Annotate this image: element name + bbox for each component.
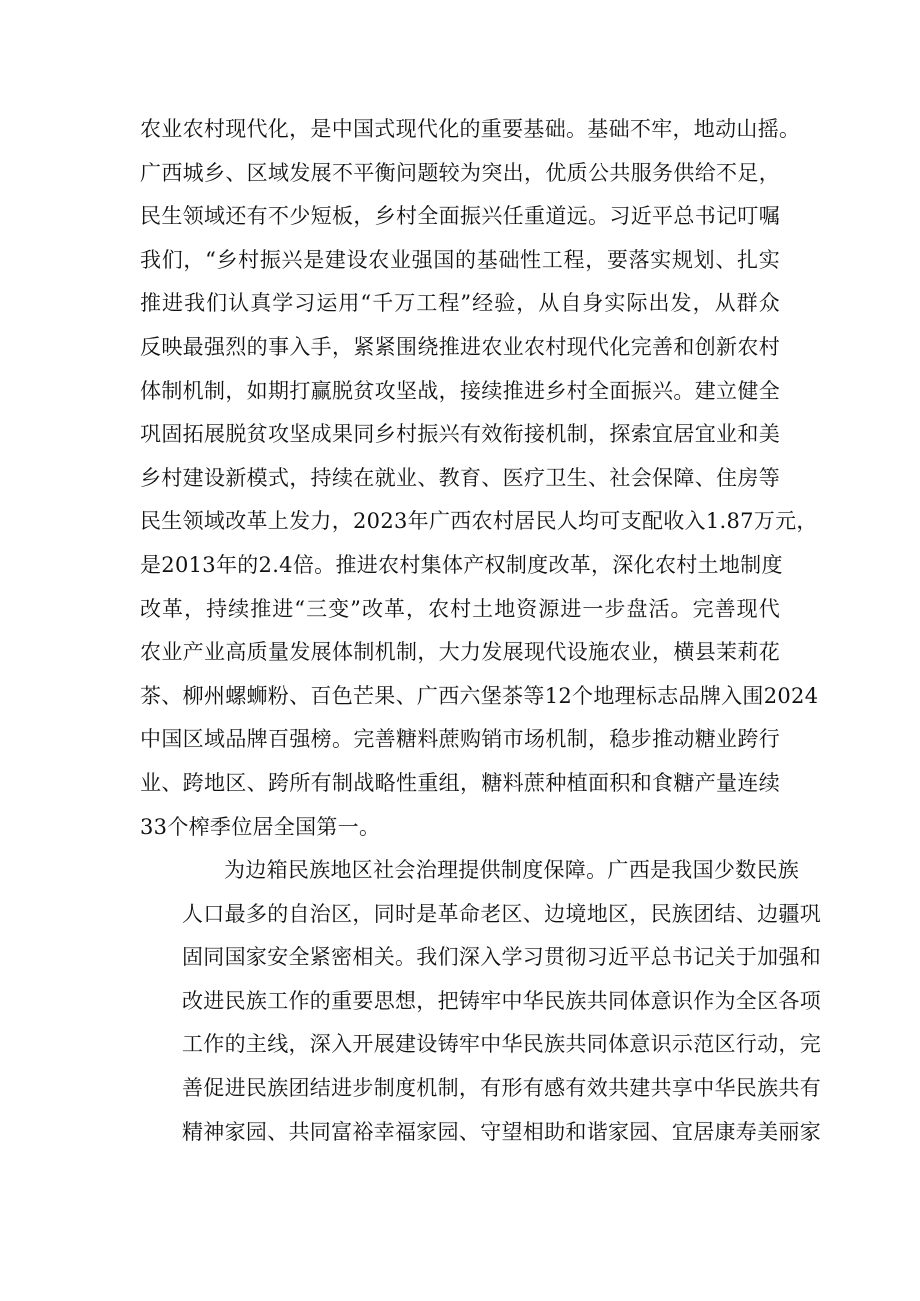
text-line: 广西城乡、区域发展不平衡问题较为突出，优质公共服务供给不足， — [140, 160, 780, 185]
text-line: 反映最强烈的事入手，紧紧围绕推进农业农村现代化完善和创新农村 — [140, 334, 780, 359]
text-line: 民生领域改革上发力，2023年广西农村居民人均可支配收入1.87万元， — [140, 509, 818, 534]
text-line: 改进民族工作的重要思想，把铸牢中华民族共同体意识作为全区各项 — [182, 988, 821, 1013]
body-paragraph — [140, 849, 821, 1154]
text-line: 工作的主线，深入开展建设铸牢中华民族共同体意识示范区行动，完 — [182, 1032, 821, 1057]
text-line: 巩固拓展脱贫攻坚成果同乡村振兴有效衔接机制，探索宜居宜业和美 — [140, 422, 780, 447]
text-line: 推进我们认真学习运用“千万工程”经验，从自身实际出发，从群众 — [140, 291, 780, 316]
text-line: 精神家园、共同富裕幸福家园、守望相助和谐家园、宜居康寿美丽家 — [182, 1119, 821, 1144]
text-line: 人口最多的自治区，同时是革命老区、边境地区，民族团结、边疆巩 — [182, 901, 821, 926]
text-line: 33个榨季位居全国第一。 — [140, 814, 381, 839]
text-line: 我们，“乡村振兴是建设农业强国的基础性工程，要落实规划、扎实 — [140, 247, 780, 272]
text-line: 改革，持续推进“三变”改革，农村土地资源进一步盘活。完善现代 — [140, 596, 780, 621]
text-line: 业、跨地区、跨所有制战略性重组，糖料蔗种植面积和食糖产量连续 — [140, 770, 780, 795]
text-line: 茶、柳州螺蛳粉、百色芒果、广西六堡茶等12个地理标志品牌入围2024 — [140, 683, 819, 708]
text-line: 固同国家安全紧密相关。我们深入学习贯彻习近平总书记关于加强和 — [182, 945, 821, 970]
text-line: 是2013年的2.4倍。推进农村集体产权制度改革，深化农村土地制度 — [140, 552, 783, 577]
text-line: 农业产业高质量发展体制机制，大力发展现代设施农业，横县茉莉花 — [140, 640, 780, 665]
text-line: 民生领域还有不少短板，乡村全面振兴任重道远。习近平总书记叮嘱 — [140, 204, 780, 229]
text-line: 乡村建设新模式，持续在就业、教育、医疗卫生、社会保障、住房等 — [140, 465, 780, 490]
body-paragraph — [140, 108, 819, 849]
text-line: 体制机制，如期打赢脱贫攻坚战，接续推进乡村全面振兴。建立健全 — [140, 378, 780, 403]
text-line: 善促进民族团结进步制度机制，有形有感有效共建共享中华民族共有 — [182, 1076, 821, 1101]
text-line: 中国区域品牌百强榜。完善糖料蔗购销市场机制，稳步推动糖业跨行 — [140, 727, 780, 752]
document-page — [140, 108, 821, 1154]
document-body — [140, 108, 821, 1154]
text-line: 农业农村现代化，是中国式现代化的重要基础。基础不牢，地动山摇。 — [140, 117, 801, 141]
text-line: 为边箱民族地区社会治理提供制度保障。广西是我国少数民族 — [224, 858, 800, 883]
